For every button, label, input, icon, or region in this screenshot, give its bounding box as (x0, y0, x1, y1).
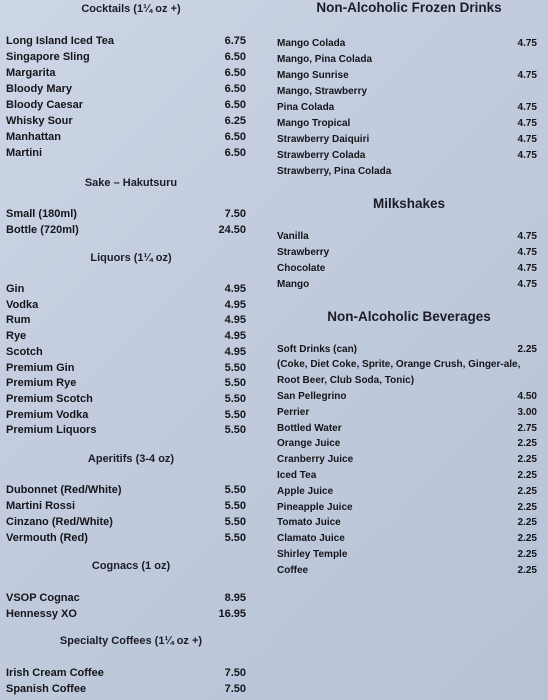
item-name: Iced Tea (277, 470, 317, 481)
item-price: 6.50 (224, 67, 246, 79)
item-price: 4.95 (224, 283, 246, 295)
item-name: Rye (6, 330, 27, 343)
item-price: 4.95 (224, 330, 246, 343)
item-name: Bloody Caesar (6, 99, 84, 111)
item-price: 5.50 (224, 361, 246, 374)
item-name: Mango Tropical (277, 118, 351, 129)
cognacs-heading: Cognacs (1 oz) (91, 560, 171, 572)
cocktails-heading: Cocktails (1¼ oz +) (81, 3, 181, 15)
item-price: 6.50 (224, 99, 246, 111)
item-name: Tomato Juice (277, 517, 341, 529)
item-name: Gin (6, 283, 25, 295)
item-price: 4.75 (517, 134, 537, 145)
item-name: Irish Cream Coffee (6, 667, 104, 679)
item-name: Perrier (277, 406, 310, 418)
item-name: Bloody Mary (6, 83, 73, 95)
item-price: 7.50 (224, 208, 246, 220)
item-name: Soft Drinks (can) (277, 344, 358, 355)
item-name: Whisky Sour (6, 115, 73, 127)
item-price: 6.50 (224, 147, 246, 159)
item-price: 4.75 (517, 70, 537, 81)
specialty-coffees-heading: Specialty Coffees (1¼ oz +) (59, 635, 203, 647)
item-name: Orange Juice (277, 438, 341, 450)
item-price: 5.50 (224, 392, 246, 405)
item-price: 2.25 (517, 454, 537, 466)
item-name: Margarita (6, 67, 56, 79)
item-price: 2.25 (517, 344, 537, 355)
item-price: 4.75 (517, 247, 537, 258)
item-name: Strawberry, Pina Colada (277, 166, 392, 177)
item-name: Cranberry Juice (277, 454, 354, 466)
item-price: 2.25 (517, 470, 537, 481)
item-price: 5.50 (224, 424, 246, 437)
item-name: Strawberry Colada (277, 150, 366, 161)
item-price: 8.95 (224, 592, 246, 604)
item-name: Vanilla (277, 231, 309, 242)
item-name: Premium Vodka (6, 408, 89, 421)
milkshakes-heading: Milkshakes (372, 196, 446, 211)
item-name: Bottle (720ml) (6, 224, 79, 236)
item-price: 6.50 (224, 83, 246, 95)
item-price: 4.95 (224, 298, 246, 311)
sake-heading: Sake – Hakutsuru (84, 177, 178, 189)
beverages-heading: Non-Alcoholic Beverages (327, 309, 491, 324)
item-name: Martini Rossi (6, 500, 76, 512)
liquors-heading: Liquors (1¼ oz) (90, 252, 172, 264)
item-price: 4.75 (517, 38, 537, 49)
item-name: Premium Rye (6, 377, 77, 390)
item-name: Mango (277, 279, 310, 290)
item-price: 2.75 (517, 422, 537, 434)
item-price: 4.95 (224, 345, 246, 358)
item-name: Dubonnet (Red/White) (6, 484, 122, 496)
item-price: 24.50 (218, 224, 246, 236)
item-name: San Pellegrino (277, 391, 347, 402)
item-name: Bottled Water (277, 422, 342, 434)
item-name: VSOP Cognac (6, 592, 80, 604)
item-price: 4.75 (517, 118, 537, 129)
item-price: 4.75 (517, 279, 537, 290)
item-name: Shirley Temple (277, 549, 348, 560)
item-name: Spanish Coffee (6, 683, 87, 695)
item-name: Mango Colada (277, 38, 346, 49)
item-name: Rum (6, 314, 31, 327)
item-name: Singapore Sling (6, 51, 90, 63)
item-name: Mango Sunrise (277, 70, 349, 81)
soft-drinks-note-line-2: Root Beer, Club Soda, Tonic) (277, 375, 415, 386)
item-name: Cinzano (Red/White) (6, 516, 113, 528)
item-name: Premium Scotch (6, 392, 93, 405)
item-name: Strawberry (277, 247, 330, 258)
item-price: 5.50 (224, 408, 246, 421)
item-price: 4.50 (517, 391, 537, 402)
item-price: 6.25 (224, 115, 246, 127)
item-price: 2.25 (517, 549, 537, 560)
aperitifs-heading: Aperitifs (3-4 oz) (87, 453, 175, 465)
item-name: Hennessy XO (6, 608, 77, 620)
item-price: 5.50 (224, 484, 246, 496)
item-price: 2.25 (517, 564, 537, 576)
item-name: Scotch (6, 345, 43, 358)
item-name: Martini (6, 147, 43, 159)
item-name: Mango, Pina Colada (277, 54, 373, 65)
item-name: Chocolate (277, 263, 326, 274)
item-price: 4.95 (224, 314, 246, 327)
item-name: Clamato Juice (277, 533, 345, 545)
soft-drinks-note-line-1: (Coke, Diet Coke, Sprite, Orange Crush, Ginger-ale, (277, 359, 521, 370)
item-name: Pina Colada (277, 102, 335, 113)
item-name: Small (180ml) (6, 208, 77, 220)
item-name: Manhattan (6, 131, 61, 143)
item-price: 3.00 (517, 406, 537, 418)
item-name: Mango, Strawberry (277, 86, 368, 97)
item-price: 4.75 (517, 231, 537, 242)
item-name: Vodka (6, 298, 39, 311)
item-price: 16.95 (218, 608, 246, 620)
item-price: 4.75 (517, 150, 537, 161)
item-name: Pineapple Juice (277, 501, 353, 513)
item-price: 5.50 (224, 500, 246, 512)
item-name: Long Island Iced Tea (6, 35, 114, 47)
frozen-drinks-heading: Non-Alcoholic Frozen Drinks (316, 0, 502, 15)
item-price: 2.25 (517, 533, 537, 545)
item-price: 5.50 (224, 377, 246, 390)
item-price: 2.25 (517, 501, 537, 513)
item-name: Strawberry Daiquiri (277, 134, 370, 145)
item-price: 4.75 (517, 263, 537, 274)
item-price: 6.75 (224, 35, 246, 47)
item-price: 5.50 (224, 532, 246, 544)
item-name: Vermouth (Red) (6, 532, 88, 544)
item-price: 4.75 (517, 102, 537, 113)
item-price: 2.25 (517, 517, 537, 529)
item-price: 6.50 (224, 131, 246, 143)
item-price: 6.50 (224, 51, 246, 63)
item-price: 2.25 (517, 438, 537, 450)
item-name: Premium Liquors (6, 424, 97, 437)
item-price: 5.50 (224, 516, 246, 528)
item-name: Premium Gin (6, 361, 75, 374)
item-name: Apple Juice (277, 485, 334, 497)
item-price: 7.50 (224, 683, 246, 695)
item-price: 2.25 (517, 485, 537, 497)
item-price: 7.50 (224, 667, 246, 679)
item-name: Coffee (277, 564, 309, 576)
